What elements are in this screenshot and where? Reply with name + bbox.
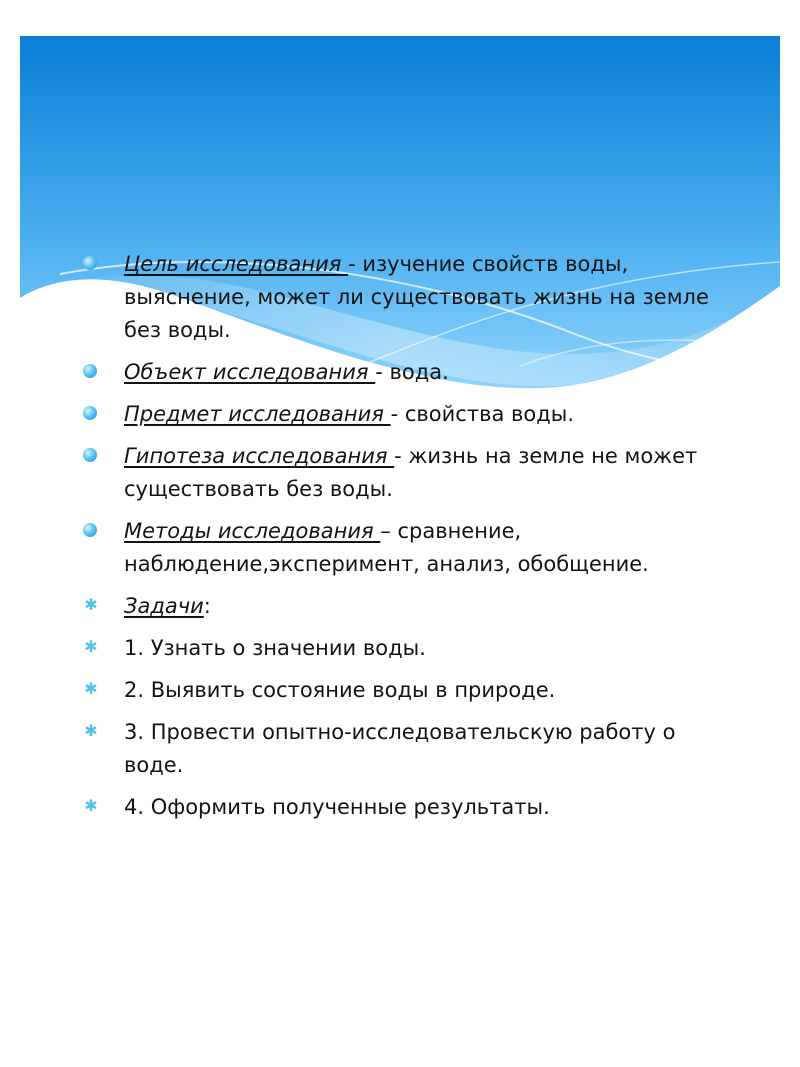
- methods-text: – сравнение, наблюдение,эксперимент, анализ, обобщение.: [124, 519, 649, 576]
- goal-text: - изучение свойств воды, выяснение, может ли существовать жизнь на земле без воды.: [124, 252, 709, 342]
- object-text: - вода.: [375, 360, 449, 384]
- methods-term: Методы исследования: [124, 519, 381, 543]
- hypothesis-item: [78, 440, 738, 506]
- tasks-heading: [78, 590, 738, 623]
- task-text: 2. Выявить состояние воды в природе.: [124, 678, 556, 702]
- task-item-4: [78, 791, 738, 824]
- slide-content: [78, 248, 738, 833]
- circle-bullet-icon: [83, 448, 97, 462]
- subject-text: - свойства воды.: [390, 402, 574, 426]
- subject-item: [78, 398, 738, 431]
- task-item-1: [78, 632, 738, 665]
- circle-bullet-icon: [83, 523, 97, 537]
- task-text: 4. Оформить полученные результаты.: [124, 795, 550, 819]
- tasks-heading-colon: :: [203, 594, 211, 618]
- circle-bullet-icon: [83, 364, 97, 378]
- object-term: Объект исследования: [124, 360, 376, 384]
- asterisk-bullet-icon: ✱: [84, 721, 98, 740]
- task-item-2: [78, 674, 738, 707]
- tasks-heading-term: Задачи: [124, 594, 204, 618]
- task-text: 1. Узнать о значении воды.: [124, 636, 426, 660]
- hypothesis-term: Гипотеза исследования: [124, 444, 395, 468]
- subject-term: Предмет исследования: [124, 402, 391, 426]
- task-text: 3. Провести опытно-исследовательскую работу о воде.: [124, 720, 676, 777]
- goal-item: [78, 248, 738, 347]
- asterisk-bullet-icon: ✱: [84, 679, 98, 698]
- asterisk-bullet-icon: ✱: [84, 796, 98, 815]
- task-item-3: [78, 716, 738, 782]
- asterisk-bullet-icon: ✱: [84, 595, 98, 614]
- circle-bullet-icon: [83, 256, 97, 270]
- hypothesis-text: - жизнь на земле не может существовать без воды.: [124, 444, 698, 501]
- methods-item: [78, 515, 738, 581]
- slide: [20, 36, 780, 870]
- circle-bullet-icon: [83, 406, 97, 420]
- goal-term: Цель исследования: [124, 252, 349, 276]
- asterisk-bullet-icon: ✱: [84, 637, 98, 656]
- object-item: [78, 356, 738, 389]
